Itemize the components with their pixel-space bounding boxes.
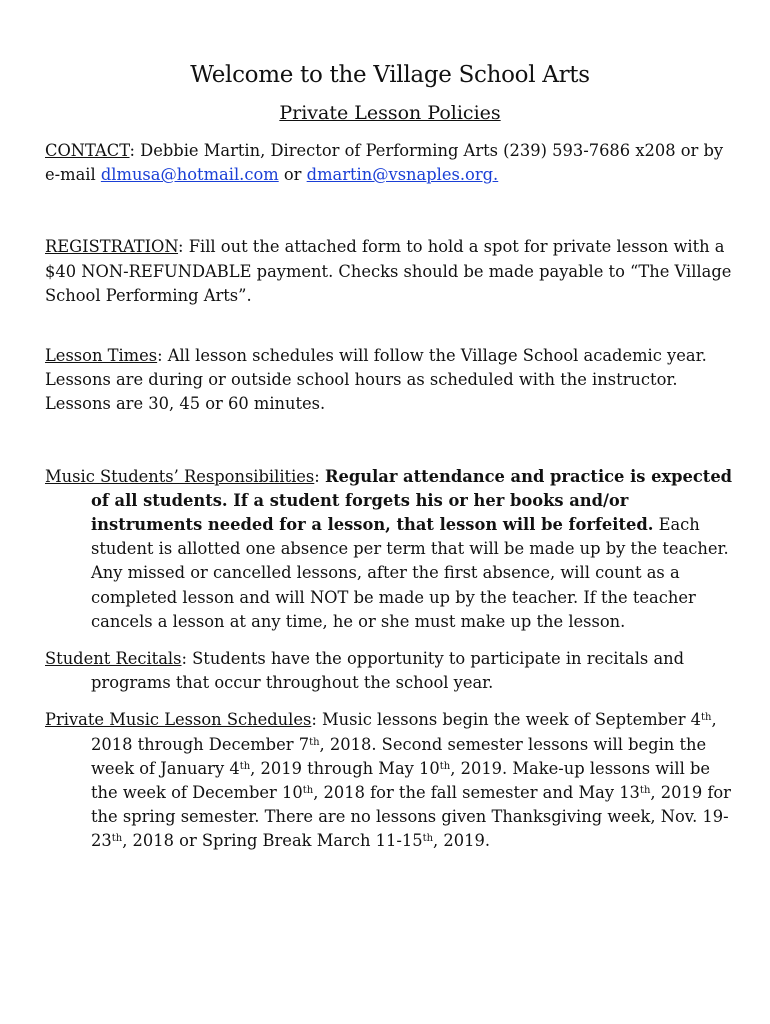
registration-label: REGISTRATION	[45, 237, 179, 257]
registration-paragraph	[45, 235, 735, 308]
schedules-label: Private Music Lesson Schedules	[45, 710, 312, 730]
lesson-times-label: Lesson Times	[45, 346, 158, 366]
ordinal-suffix: th	[639, 785, 651, 797]
ordinal-suffix: th	[439, 760, 451, 772]
document-page	[45, 62, 735, 854]
schedules-text-3: , 2018. Second semester lessons will begin the week of January 4	[91, 734, 707, 778]
schedules-text-8: , 2018 or Spring Break March 11-15	[122, 831, 423, 851]
ordinal-suffix: th	[422, 833, 434, 845]
schedules-text-2: , 2018 through December 7	[91, 710, 717, 754]
contact-or: or	[278, 165, 307, 185]
recitals-text: : Students have the opportunity to participate in recitals and programs that occur throughout the school year.	[91, 649, 685, 693]
registration-text: : Fill out the attached form to hold a spot for private lesson with a $40 NON-REFUNDABLE payment. Checks should be made payable to “The Village School Performing Arts”.	[45, 237, 732, 305]
schedules-text-1: : Music lessons begin the week of September 4	[311, 710, 702, 730]
schedules-paragraph	[45, 708, 735, 853]
page-subtitle: Private Lesson Policies	[279, 102, 501, 124]
contact-label: CONTACT	[45, 141, 130, 160]
ordinal-suffix: th	[111, 833, 123, 845]
schedules-text-4: , 2019 through May 10	[250, 758, 440, 778]
responsibilities-label: Music Students’ Responsibilities	[45, 466, 315, 486]
responsibilities-paragraph	[45, 465, 735, 634]
contact-paragraph	[45, 139, 735, 187]
recitals-label: Student Recitals	[45, 649, 182, 669]
recitals-paragraph	[45, 647, 735, 695]
email-link-hotmail[interactable]: dlmusa@hotmail.com	[100, 165, 279, 185]
lesson-times-paragraph	[45, 344, 735, 417]
responsibilities-bold-text: Regular attendance and practice is expected of all students. If a student forgets his or her books and/or instruments needed for a lesson, that lesson will be forfeited.	[91, 466, 733, 535]
ordinal-suffix: th	[309, 736, 320, 748]
ordinal-suffix: th	[302, 785, 314, 797]
responsibilities-text: Each student is allotted one absence per term that will be made up by the teacher. Any missed or cancelled lessons, after the first absence, will count as a completed lesson and will NOT be made up by the teacher. If the teacher cancels a lesson at any time, he or she must make up the lesson.	[91, 515, 729, 631]
schedules-text-7: , 2019 for the spring semester. There are no lessons given Thanksgiving week, Nov. 19-23	[91, 783, 731, 851]
email-link-vsnaples[interactable]: dmartin@vsnaples.org.	[306, 165, 499, 185]
contact-text: : Debbie Martin, Director of Performing Arts (239) 593-7686 x208 or by e-mail	[45, 141, 724, 185]
lesson-times-text: : All lesson schedules will follow the Village School academic year. Lessons are during or outside school hours as scheduled with the instructor. Lessons are 30, 45 or 60 minutes.	[45, 346, 707, 414]
page-title: Welcome to the Village School Arts	[190, 62, 590, 88]
ordinal-suffix: th	[701, 712, 712, 724]
schedules-text-9: , 2019.	[433, 831, 491, 851]
schedules-text-6: , 2018 for the fall semester and May 13	[313, 783, 640, 803]
responsibilities-sep: :	[314, 466, 325, 486]
ordinal-suffix: th	[239, 760, 251, 772]
schedules-text-5: , 2019. Make-up lessons will be the week of December 10	[91, 758, 711, 803]
